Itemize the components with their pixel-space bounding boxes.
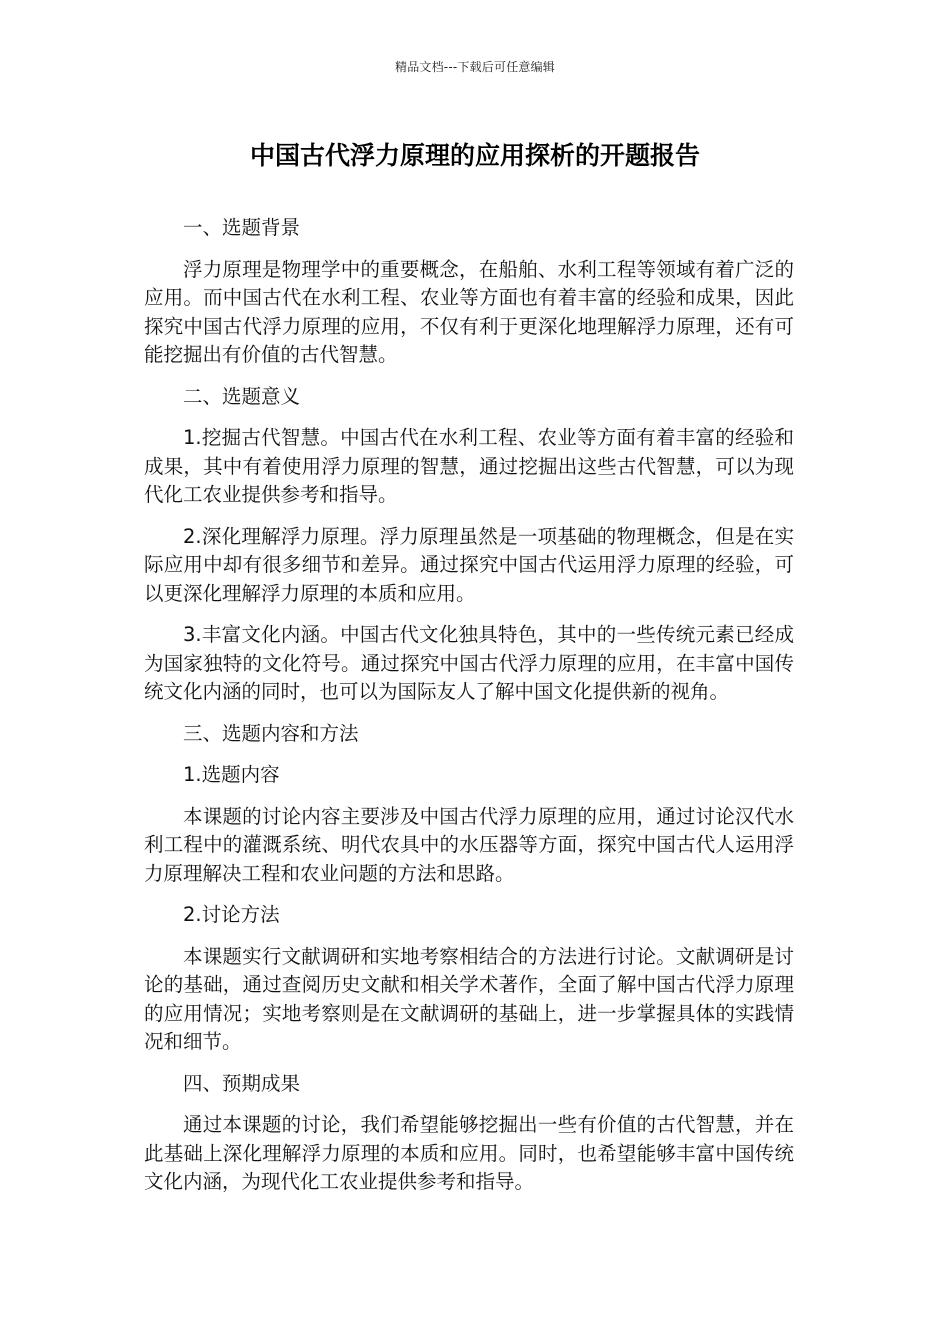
section-heading-content-method: 三、选题内容和方法 [183,721,359,745]
subheading-method: 2.讨论方法 [183,903,280,926]
paragraph-method: 本课题实行文献调研和实地考察相结合的方法进行讨论。文献调研是讨论的基础，通过查阅历史文献和相关学术著作，全面了解中国古代浮力原理的应用情况；实地考察则是在文献调研的基础上，进一步掌握具体的实践情况和细节。 [144,944,794,1053]
paragraph-content: 本课题的讨论内容主要涉及中国古代浮力原理的应用，通过讨论汉代水利工程中的灌溉系统、明代农具中的水压器等方面，探究中国古代人运用浮力原理解决工程和农业问题的方法和思路。 [144,804,794,885]
subheading-content: 1.选题内容 [183,763,280,786]
paragraph-background: 浮力原理是物理学中的重要概念，在船舶、水利工程等领域有着广泛的应用。而中国古代在水利工程、农业等方面也有着丰富的经验和成果，因此探究中国古代浮力原理的应用，不仅有利于更深化地理解浮力原理，还有可能挖掘出有价值的古代智慧。 [144,257,794,366]
paragraph-significance-1: 1.挖掘古代智慧。中国古代在水利工程、农业等方面有着丰富的经验和成果，其中有着使用浮力原理的智慧，通过挖掘出这些古代智慧，可以为现代化工农业提供参考和指导。 [144,426,794,506]
paragraph-significance-3: 3.丰富文化内涵。中国古代文化独具特色，其中的一些传统元素已经成为国家独特的文化符号。通过探究中国古代浮力原理的应用，在丰富中国传统文化内涵的同时，也可以为国际友人了解中国文化提供新的视角。 [144,623,794,703]
section-heading-background: 一、选题背景 [183,216,301,239]
paragraph-significance-2: 2.深化理解浮力原理。浮力原理虽然是一项基础的物理概念，但是在实际应用中却有很多细节和差异。通过探究中国古代运用浮力原理的经验，可以更深化理解浮力原理的本质和应用。 [144,524,794,605]
document-title: 中国古代浮力原理的应用探析的开题报告 [249,141,700,170]
document-body [144,214,794,1210]
page-header-note: 精品文档---下载后可任意编辑 [395,60,555,74]
section-heading-expected-results: 四、预期成果 [183,1071,301,1095]
section-heading-significance: 二、选题意义 [183,384,301,408]
paragraph-expected-results: 通过本课题的讨论，我们希望能够挖掘出一些有价值的古代智慧，并在此基础上深化理解浮力原理的本质和应用。同时，也希望能够丰富中国传统文化内涵，为现代化工农业提供参考和指导。 [144,1113,794,1193]
